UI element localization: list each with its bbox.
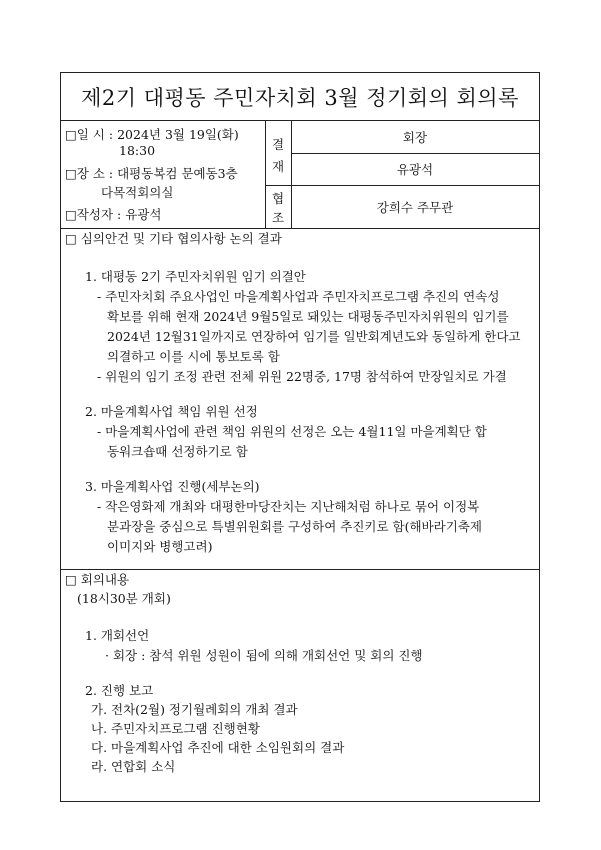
- approval-name: 유광석: [396, 162, 434, 177]
- cooperation-label: [265, 185, 292, 229]
- item2-bullet1-line2: 동워크숍때 선정하기로 함: [107, 444, 248, 459]
- date-line: □일 시 : 2024년 3월 19일(화): [65, 127, 239, 142]
- approval-name-cell: [291, 153, 539, 186]
- agenda-item2-title: 2. 진행 보고: [85, 683, 154, 698]
- approval-role: 회장: [402, 130, 428, 145]
- meta-row: [61, 121, 539, 229]
- item3-bullet1-line1: - 작은영화제 개최와 대평한마당잔치는 지난해처럼 하나로 묶어 이정복: [97, 499, 480, 514]
- discussion-results-section: [61, 229, 539, 570]
- item1-title: 1. 대평동 2기 주민자치위원 임기 의결안: [85, 269, 306, 284]
- meta-info: [61, 121, 266, 229]
- cooperation-name: 강희수 주무관: [376, 200, 454, 215]
- item1-bullet1-line1: - 주민자치회 주요사업인 마을계획사업과 주민자치프로그램 추진의 연속성: [97, 289, 500, 304]
- item3-bullet1-line2: 분과장을 중심으로 특별위원회를 구성하여 추진키로 함(해바라기축제: [107, 519, 482, 534]
- cooperation-cell: [291, 185, 539, 229]
- title-row: [61, 73, 539, 121]
- time-line: 18:30: [119, 143, 156, 158]
- approval-label-char1: 결: [271, 137, 285, 152]
- author-line: □작성자 : 유광석: [65, 207, 162, 222]
- agenda-item1-title: 1. 개회선언: [85, 628, 150, 643]
- place-line: □장 소 : 대평동복컴 문예동3층: [65, 166, 238, 181]
- minutes-document: [60, 72, 540, 802]
- item2-title: 2. 마을계획사업 책임 위원 선정: [85, 404, 258, 419]
- item1-bullet1-line4: 의결하고 이를 시에 통보토록 함: [107, 349, 280, 364]
- approval-role-cell: [291, 121, 539, 154]
- cooperation-label-char2: 조: [271, 210, 285, 225]
- report-item-b: 나. 주민자치프로그램 진행현황: [91, 721, 260, 736]
- report-item-c: 다. 마을계획사업 추진에 대한 소임원회의 결과: [91, 740, 345, 755]
- approval-label: [265, 121, 292, 186]
- section1-heading: □ 심의안건 및 기타 협의사항 논의 결과: [65, 231, 282, 246]
- opening-time-note: (18시30분 개회): [77, 591, 171, 606]
- item1-bullet1-line3: 2024년 12월31일까지로 연장하여 임기를 일반회계년도와 동일하게 한다고: [107, 329, 521, 344]
- report-item-a: 가. 전차(2월) 정기월례회의 개최 결과: [91, 702, 298, 717]
- item2-bullet1-line1: - 마을계획사업에 관련 책임 위원의 선정은 오는 4월11일 마을계획단 합: [97, 424, 487, 439]
- section2-heading: □ 회의내용: [65, 572, 130, 587]
- approval-label-char2: 재: [271, 159, 285, 174]
- item3-bullet1-line3: 이미지와 병행고려): [107, 539, 213, 554]
- agenda-item1-bullet: · 회장 : 참석 위원 성원이 됨에 의해 개회선언 및 회의 진행: [105, 648, 423, 663]
- cooperation-label-char1: 협: [271, 191, 285, 206]
- item3-title: 3. 마을계획사업 진행(세부논의): [85, 479, 260, 494]
- item1-bullet2: - 위원의 임기 조정 관련 전체 위원 22명중, 17명 참석하여 만장일치로 가결: [97, 369, 507, 384]
- item1-bullet1-line2: 확보를 위해 현재 2024년 9월5일로 돼있는 대평동주민자치위원의 임기를: [107, 309, 509, 324]
- document-title: 제2기 대평동 주민자치회 3월 정기회의 회의록: [81, 85, 519, 110]
- report-item-d: 라. 연합회 소식: [91, 759, 176, 774]
- place-detail-line: 다목적회의실: [101, 185, 174, 200]
- meeting-content-section: [61, 570, 539, 803]
